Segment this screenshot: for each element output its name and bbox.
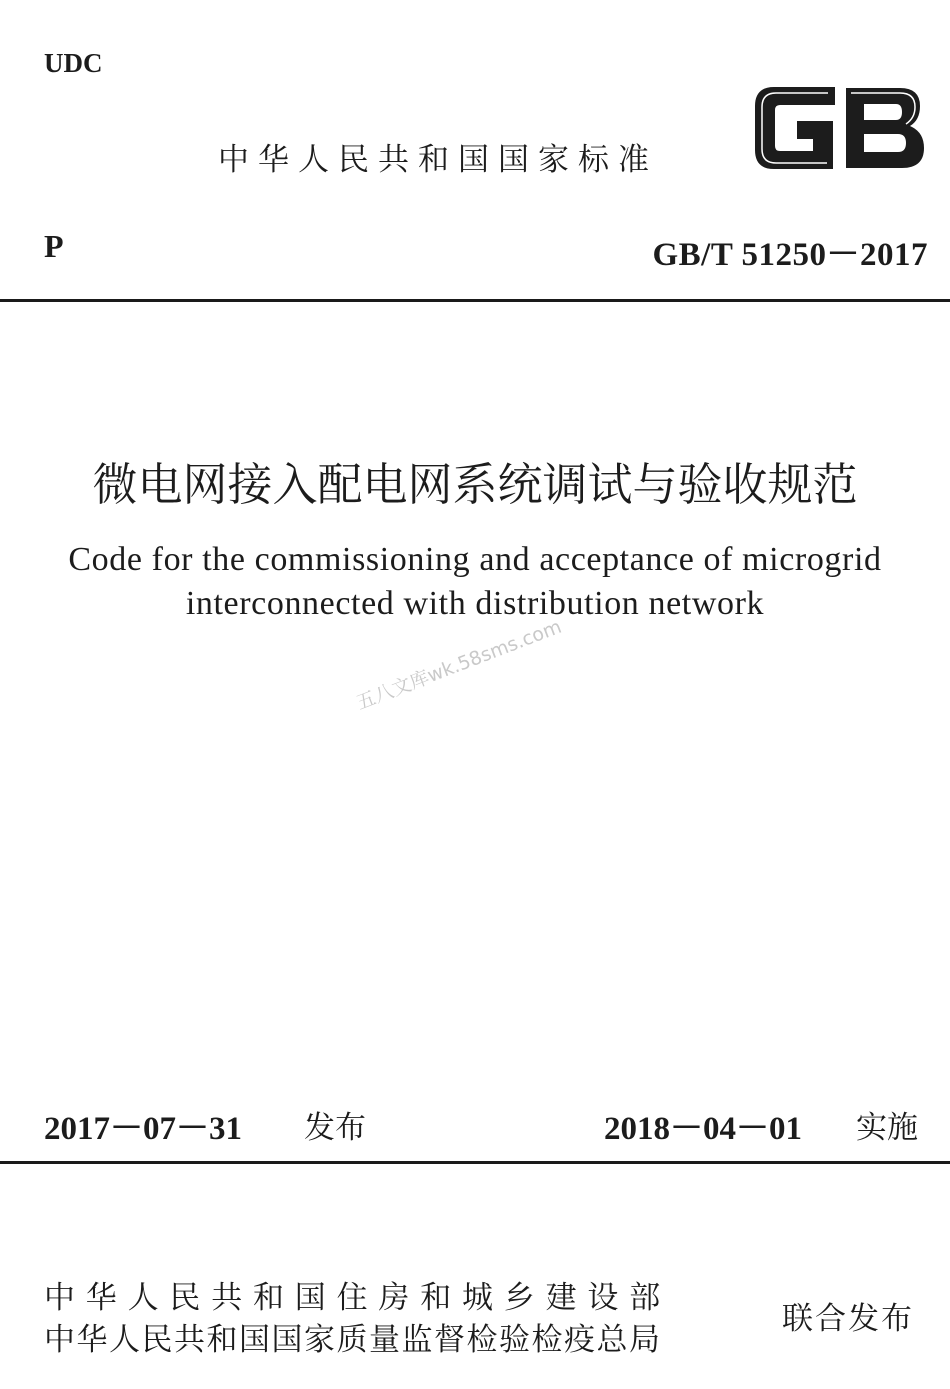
standard-number: GB/T 51250－2017 <box>652 237 928 273</box>
gb-logo <box>750 80 930 176</box>
watermark: 五八文库wk.58sms.com <box>353 615 565 715</box>
implementation-label: 实施 <box>856 1110 918 1146</box>
top-divider <box>0 299 950 302</box>
standard-type-heading: 中华人民共和国国家标准 <box>218 142 658 178</box>
title-chinese: 微电网接入配电网系统调试与验收规范 <box>92 458 858 511</box>
issuer-aqsiq: 中华人民共和国国家质量监督检验检疫总局 <box>44 1322 662 1358</box>
classification-code: P <box>44 228 64 264</box>
title-english-line1: Code for the commissioning and acceptance of microgrid <box>68 541 882 578</box>
issue-label: 发布 <box>304 1110 366 1146</box>
joint-issue-label: 联合发布 <box>782 1301 914 1337</box>
udc-label: UDC <box>44 48 103 78</box>
title-english-line2: interconnected with distribution network <box>185 585 765 622</box>
issue-date: 2017－07－31 <box>44 1111 242 1147</box>
bottom-divider <box>0 1161 950 1164</box>
implementation-date: 2018－04－01 <box>604 1111 802 1147</box>
issuer-ministry-housing: 中华人民共和国住房和城乡建设部 <box>44 1280 671 1316</box>
